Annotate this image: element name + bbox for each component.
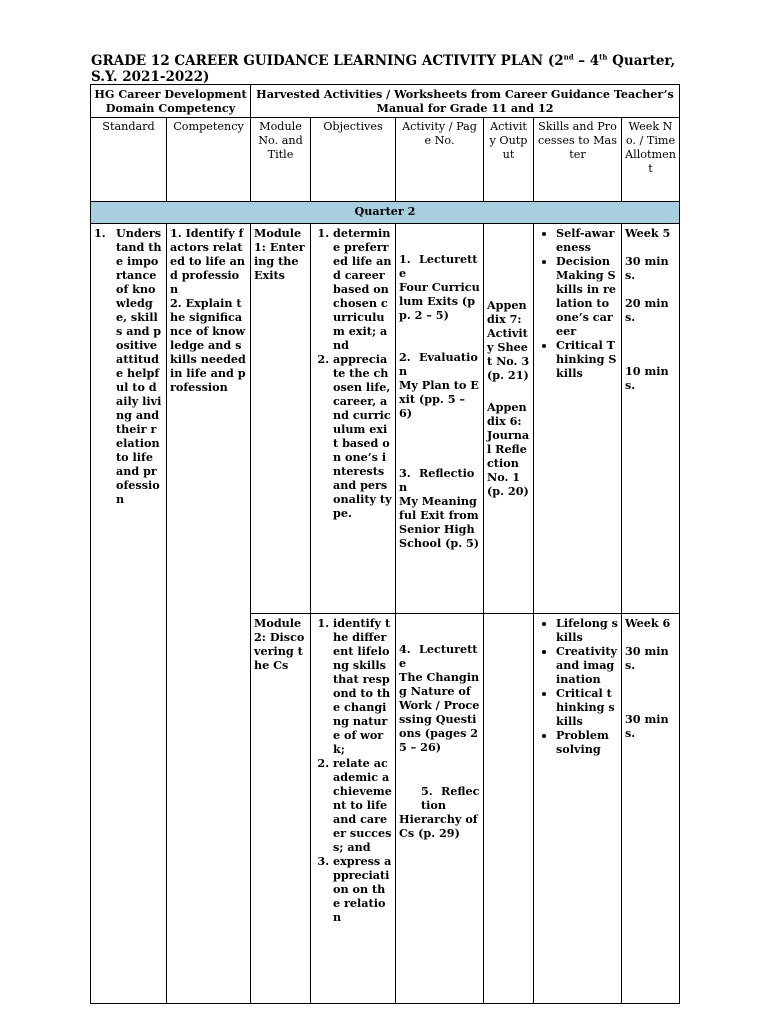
col-module: Module No. and Title [251, 118, 311, 202]
module-2-prefix: Module 2: [254, 616, 302, 644]
time-allotment: 30 mins. [625, 712, 669, 740]
activity-item: 5. Reflection Hierarchy of Cs (p. 29) [399, 784, 480, 840]
module-2-objectives [311, 614, 396, 1004]
standard-text: Understand the importance of knowledge, skills and positive attitude helpful to daily living and their relation to life and profession [116, 226, 162, 506]
col-objectives: Objectives [311, 118, 396, 202]
standard-cell [91, 224, 167, 1004]
document-title: GRADE 12 CAREER GUIDANCE LEARNING ACTIVITY PLAN (2nd – 4th Quarter, S.Y. 2021-2022) [91, 52, 676, 85]
competency-cell [167, 224, 251, 1004]
module-1-title [251, 224, 311, 614]
activity-output: Appendix 6: Journal Reflection No. 1 (p. 20) [487, 400, 530, 498]
week-label: Week 6 [625, 616, 671, 630]
module-1-objective: 2. appreciate the chosen life, career, and curriculum exit based on one’s interests and personality type. [333, 352, 392, 520]
module-1-activities [396, 224, 484, 614]
header-row-1 [91, 85, 680, 118]
time-allotment: 10 mins. [625, 364, 669, 392]
module-2-activities [396, 614, 484, 1004]
skill-item: • Critical Thinking Skills [556, 338, 618, 380]
col-week: Week No. / Time Allotment [622, 118, 680, 202]
activity-item: 1. Lecturette Four Curriculum Exits (pp. 2 – 5) [399, 252, 480, 322]
skill-item: • Self-awareness [556, 226, 618, 254]
module-1-objectives [311, 224, 396, 614]
module-2-objective: 3. express appreciation on the relation [333, 854, 392, 924]
module-2-name: Discovering the Cs [254, 630, 305, 672]
module-1-name: Entering the Exits [254, 240, 305, 282]
module-1-prefix: Module 1: [254, 226, 302, 254]
module-1-week [622, 224, 680, 614]
activity-item: 2. Evaluation My Plan to Exit (pp. 5 – 6) [399, 350, 479, 420]
skill-item: • Decision Making Skills in relation to one’s career [556, 254, 618, 338]
skill-item: • Problem solving [556, 728, 618, 756]
module-2-objective: 1. identify the different lifelong skills that respond to the changing nature of work; [333, 616, 392, 756]
activity-plan-table [90, 84, 680, 1004]
module-1-skills [534, 224, 622, 614]
activity-item: 4. Lecturette The Changing Nature of Work / Processing Questions (pages 25 – 26) [399, 642, 480, 754]
quarter-row [91, 202, 680, 224]
standard-number: 1. [94, 226, 106, 240]
module-2-outputs [484, 614, 534, 1004]
col-activity: Activity / Page No. [396, 118, 484, 202]
skill-item: • Creativity and imagination [556, 644, 618, 686]
module-1-objective: 1. determine preferred life and career based on chosen curriculum exit; and [333, 226, 392, 352]
time-allotment: 30 mins. [625, 644, 669, 672]
module-2-objective: 2. relate academic achievement to life and career success; and [333, 756, 392, 854]
module-2-skills [534, 614, 622, 1004]
time-allotment: 30 mins. [625, 254, 669, 282]
module-1-outputs [484, 224, 534, 614]
quarter-label: Quarter 2 [91, 202, 680, 224]
harvested-header: Harvested Activities / Worksheets from Career Guidance Teacher’s Manual for Grade 11 and 12 [251, 85, 680, 118]
competency-2: 2. Explain the significance of knowledge and skills needed in life and profession [170, 296, 246, 394]
time-allotment: 20 mins. [625, 296, 669, 324]
col-competency: Competency [167, 118, 251, 202]
module-2-week [622, 614, 680, 1004]
module-1-row [91, 224, 680, 614]
col-standard: Standard [91, 118, 167, 202]
competency-1: 1. Identify factors related to life and profession [170, 226, 246, 296]
week-label: Week 5 [625, 226, 671, 240]
skill-item: • Lifelong skills [556, 616, 618, 644]
activity-item: 3. Reflection My Meaningful Exit from Senior High School (p. 5) [399, 466, 480, 550]
domain-header: HG Career Development Domain Competency [91, 85, 251, 118]
col-output: Activity Output [484, 118, 534, 202]
header-row-2 [91, 118, 680, 202]
skill-item: • Critical thinking skills [556, 686, 618, 728]
activity-output: Appendix 7: Activity Sheet No. 3 (p. 21) [487, 298, 530, 382]
col-skills: Skills and Processes to Master [534, 118, 622, 202]
module-2-title [251, 614, 311, 1004]
